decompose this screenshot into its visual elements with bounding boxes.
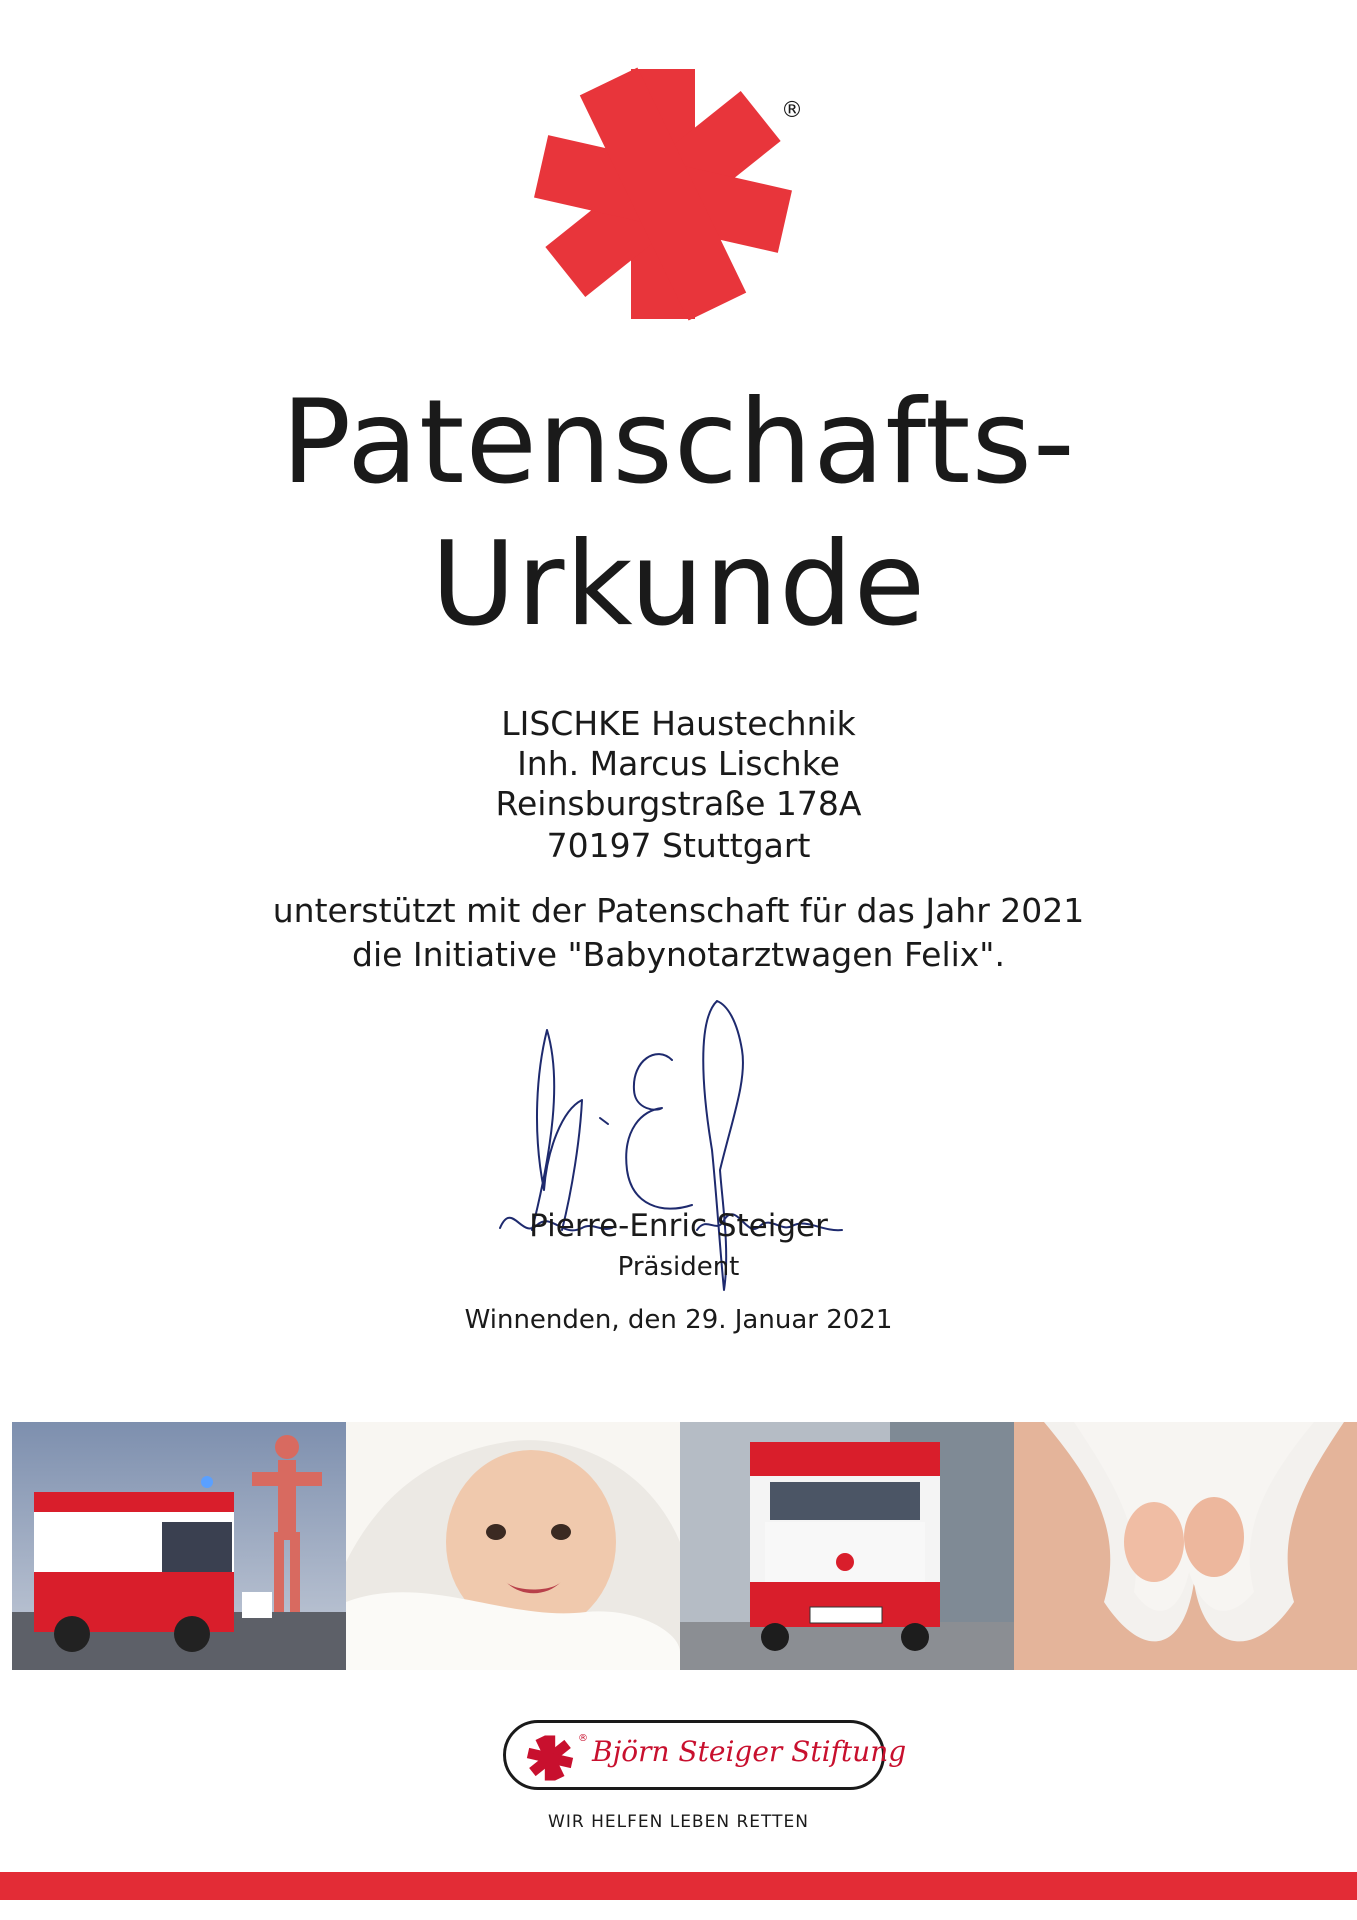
red-asterisk-logo [518,64,808,324]
baby-feet-hands-heart-photo [1014,1422,1357,1670]
baby-towel-photo [346,1422,680,1670]
ambulance-front-photo [680,1422,1014,1670]
sponsor-street: Reinsburgstraße 178A [495,784,862,823]
page-title-line1: Patenschafts- [281,375,1076,510]
brand-registered-mark: ® [578,1733,588,1744]
signer-role: Präsident [617,1252,740,1282]
ambulance-evening-photo [12,1422,346,1670]
page-title-line2: Urkunde [430,517,927,652]
place-date: Winnenden, den 29. Januar 2021 [464,1305,893,1335]
brand-slogan: WIR HELFEN LEBEN RETTEN [548,1812,809,1832]
body-text-line1: unterstützt mit der Patenschaft für das Jahr 2021 [272,891,1085,930]
sponsor-owner: Inh. Marcus Lischke [517,744,840,783]
brand-name: Björn Steiger Stiftung [592,1735,907,1768]
sponsor-city: 70197 Stuttgart [546,826,811,865]
sponsor-company: LISCHKE Haustechnik [501,704,856,743]
brand-badge [503,1720,907,1790]
signer-name: Pierre-Enric Steiger [529,1208,828,1244]
asterisk-icon [524,1733,576,1783]
registered-mark: ® [781,98,803,123]
body-text-line2: die Initiative "Babynotarztwagen Felix". [352,935,1005,974]
bottom-bar [0,1872,1357,1900]
photo-strip [12,1422,1357,1670]
